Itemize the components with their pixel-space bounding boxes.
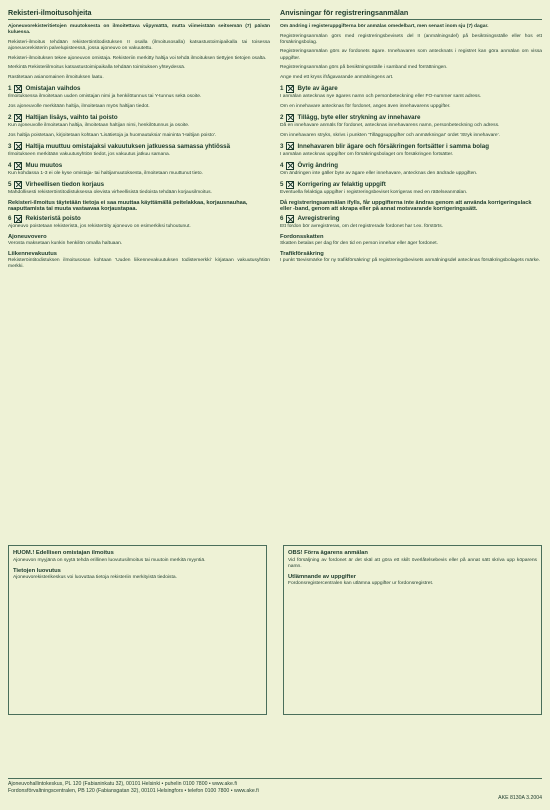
section-text: Kun kohdassa 1-3 ei ole kyse omistaja- tai haltijamuutoksesta, ilmoitetaan muuttunut tieto. [8, 171, 203, 177]
section-text: Ajoneuvo poistetaan rekisteristä, jos rekisteröity ajoneuvo on esimerkiksi tuhoutunut. [8, 224, 191, 230]
notice-title-fi: HUOM.! Edellisen omistajan ilmoitus [13, 550, 114, 556]
section-4-sv: 4 Övrig ändring [280, 162, 339, 170]
section-text: Om ändringen inte gäller byte av ägare eller innehavare, antecknas den ändrade uppgiften. [280, 171, 478, 177]
subheading: Fordonsskatten [280, 234, 324, 241]
section-2-fi: 2 Haltijan lisäys, vaihto tai poisto [8, 114, 118, 121]
box-checked-icon [286, 162, 294, 170]
paragraph: I punkt 'Bevismärke för ny trafikförsäkring' på registreringsbevisets anmälningsdel antecknas försäkringsbolagets märke. [280, 257, 541, 263]
paragraph: Rekisteri-ilmoitus tehdään rekisteröintitodistuksen II osalla (ilmoitusosalla) katsastustoimipaikalla tai toisessa ajoneuvorekisterin palvelupisteessä, jossa ajoneuvo on vakuutettu. [8, 39, 270, 51]
paragraph: Verosta maksetaan kunkin henkilön omalla haltuaan. [8, 241, 123, 247]
paragraph: Rekisteri-ilmoituksen tekee ajoneuvon omistaja. Rekisteriin merkitty haltija voi tehdä ilmoituksen tiettyjen tietojen osalta. [8, 55, 267, 61]
section-text: Om en innehavare antecknas för fordonet, anges även innehavarens uppgifter. [280, 103, 451, 109]
box-checked-icon [14, 181, 22, 189]
privacy-title-sv: Utlämnande av uppgifter [288, 573, 356, 580]
section-text: Jos ajoneuvolle merkitään haltija, ilmoitetaan myös haltijan tiedot. [8, 103, 150, 109]
section-text: Ilmoitukseen merkitään vakuutusyhtiön tiedot, jos vakuutus jatkuu samana. [8, 151, 171, 157]
privacy-text: Ajoneuvorekisterikeskus voi luovuttaa tietoja rekisteriin merkityistä tiedoista. [13, 574, 177, 580]
notice-panel-fi [8, 545, 267, 715]
subheading: Ajoneuvovero [8, 234, 47, 241]
section-6-fi: 6 Rekisteristä poisto [8, 215, 81, 223]
bold-note-fi: Rekisteri-ilmoitus täytetään tietoja ei saa muuttaa käyttämällä peitelakkaa, korjausnauhaa, raaputtamista tai muuta vastaavaa korjaustapaa. [8, 199, 248, 212]
notice-panel-sv [283, 545, 542, 715]
section-1-sv: 1 Byte av ägare [280, 85, 338, 93]
box-checked-icon [286, 85, 294, 93]
footer-line-sv: Fordonsförvaltningscentralen, PB 120 (Fabiansgatan 32), 00101 Helsingfors • telefon 0100 7800 • www.ake.fi [8, 788, 259, 794]
privacy-text: Fordonsregistercentralen kan utlämna uppgifter ur fordonsregistret. [288, 580, 434, 586]
notice-text: Ajoneuvon myyjänä on syytä tehdä erillinen luovutusilmoitus tai muutoin merkitä myyntiä. [13, 558, 206, 563]
section-text: Jos haltija poistetaan, kirjoitetaan kohtaan 'Lisätietoja ja huomautuksia' maininta 'Haltijan poisto'. [8, 132, 217, 138]
section-text: Mahdollisesti rekisteröintitodistuksessa olevista virheellisistä tiedoista tehdään korjausilmoitus. [8, 190, 212, 196]
paragraph: Skatten betalas per dag för den tid en person innehar eller äger fordonet. [280, 241, 438, 247]
box-checked-icon [286, 142, 294, 150]
form-code: AKE 8130A 3.2004 [498, 795, 542, 801]
notice-text: Vid försäljning av fordonet är det skäl att göra ett skilt överlåtelsebevis eller på annat sätt skriva upp köparens namn. [288, 558, 537, 570]
box-checked-icon [14, 215, 22, 223]
section-text: Om innehavaren stryks, skrivs i punkten 'Tilläggsuppgifter och anmärkningar' ordet 'Stryk innehavare'. [280, 132, 500, 138]
finnish-column [8, 8, 270, 536]
section-text: Ilmoituksessa ilmoitetaan uuden omistajan nimi ja henkilötunnus tai Y-tunnus sekä osoite. [8, 94, 202, 100]
box-checked-icon [14, 114, 22, 122]
footer-line-fi: Ajoneuvohallintokeskus, PL 120 (Fabianinkatu 32), 00101 Helsinki • puhelin 0100 7800 • www.ake.fi [8, 781, 237, 787]
footer [8, 781, 542, 795]
notice-title-sv: OBS! Förra ägarens anmälan [288, 550, 368, 556]
title-sv: Anvisningar för registreringsanmälan [280, 8, 542, 20]
section-text: Eventuella felaktiga uppgifter i registreringsbeviset korrigeras med en rättelseanmälan. [280, 190, 468, 196]
section-text: I anmälan antecknas uppgifter om försäkringsbolaget om försäkringen fortsätter. [280, 151, 454, 157]
title-fi: Rekisteri-ilmoitusohjeita [8, 8, 270, 20]
privacy-title-fi: Tietojen luovutus [13, 567, 61, 574]
paragraph: Registreringsanmälan görs med registreringsbevisets del II (anmälningsdel) på besiktningsställe eller hos ett försäkringsbolag. [280, 33, 542, 45]
section-text: I anmälan antecknas nye ägares namn och personbeteckning eller FO-nummer samt adress. [280, 94, 482, 100]
section-5-sv: 5 Korrigering av felaktig uppgift [280, 181, 386, 189]
paragraph: Merkintä Rekisteriilmoitus katsastustoimipaikalla tehdään toimituksen yhteydessä. [8, 65, 186, 71]
box-checked-icon [286, 181, 294, 189]
box-checked-icon [286, 215, 294, 223]
section-3-fi: 3 Haltija muuttuu omistajaksi vakuutuksen jatkuessa samassa yhtiössä [8, 142, 231, 150]
section-text: Då en innehavare anmäls för fordonet, antecknas innehavarens namn, personbeteckning och adress. [280, 123, 500, 128]
subheading: Liikennevakuutus [8, 250, 57, 257]
footer-rule [8, 778, 542, 779]
paragraph: Ange med ett kryss ifrågavarande anmälningens art. [280, 74, 394, 80]
section-text: Ett fordon bör avregistreras, om det registrerade fordonet har t.ex. förstörts. [280, 224, 444, 230]
box-checked-icon [14, 142, 22, 150]
section-5-fi: 5 Virheellisen tiedon korjaus [8, 181, 105, 189]
section-1-fi: 1 Omistajan vaihdos [8, 85, 81, 93]
paragraph: Registreringsanmälan görs på besiktningsställe i samband med förrättningen. [280, 65, 448, 71]
lead-sv: Om ändring i registeruppgifterna bör anmälas omedelbart, men senast inom sju (7) dagar. [280, 24, 489, 29]
subheading: Trafikförsäkring [280, 250, 324, 257]
lead-fi: Ajoneuvorekisteritietojen muutoksesta on ilmoitettava viipymättä, mutta viimeistään seitsemän (7) päivän kuluessa. [8, 24, 270, 36]
paragraph: Registreringsanmälan görs av fordonets ägare. Innehavaren som antecknats i registret kan göra anmälan om vissa uppgifter. [280, 49, 542, 61]
section-2-sv: 2 Tillägg, byte eller strykning av innehavare [280, 114, 421, 121]
section-6-sv: 6 Avregistrering [280, 215, 340, 223]
section-3-sv: 3 Innehavaren blir ägare och försäkringen fortsätter i samma bolag [280, 142, 489, 150]
paragraph: Rastitetaan asianomainen ilmoituksen laatu. [8, 74, 104, 80]
section-text: Kun ajoneuvolle ilmoitetaan haltija, ilmoitetaan haltijan nimi, henkilötunnus ja osoite. [8, 123, 190, 128]
box-checked-icon [286, 114, 294, 122]
box-checked-icon [14, 85, 22, 93]
section-4-fi: 4 Muu muutos [8, 162, 63, 170]
bold-note-sv: Då registreringsanmälan ifylls, får uppgifterna inte ändras genom att använda korrigeringslack eller -band, genom att skrapa eller på annat motsvarande korrigeringssätt. [280, 199, 532, 212]
paragraph: Rekisteröintitodistuksen ilmoitusosan kohtaan 'Uuden liikennevakuutuksen todistemerkki' kirjataan vakuutusyhtiön merkki. [8, 257, 270, 269]
swedish-column [280, 8, 542, 536]
box-checked-icon [14, 162, 22, 170]
